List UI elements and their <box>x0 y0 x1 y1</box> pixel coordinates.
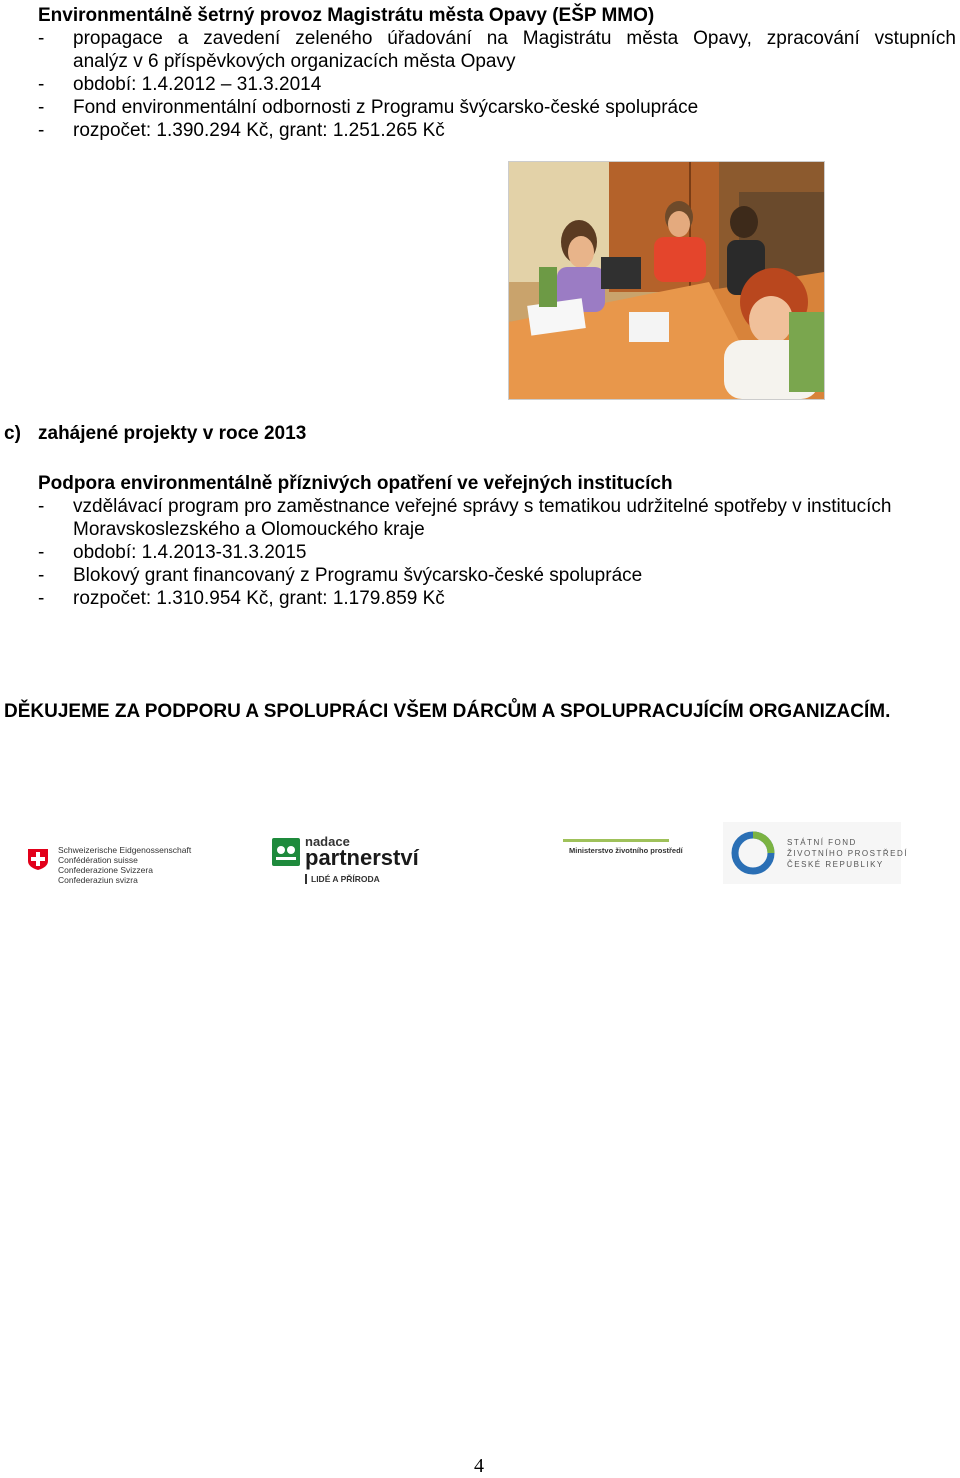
bullet-dash: - <box>38 496 45 517</box>
section-heading: zahájené projekty v roce 2013 <box>38 423 307 444</box>
sfzp-line: ŽIVOTNÍHO PROSTŘEDÍ <box>787 849 908 858</box>
bullet-dash: - <box>38 97 45 118</box>
bullet-dash: - <box>38 542 45 563</box>
bullet-text: rozpočet: 1.310.954 Kč, grant: 1.179.859 Kč <box>73 588 445 609</box>
bullet-dash: - <box>38 28 45 49</box>
meeting-photo <box>508 161 825 400</box>
swiss-line: Schweizerische Eidgenossenschaft <box>58 845 192 855</box>
bullet-dash: - <box>38 565 45 586</box>
bullet-text: propagace a zavedení zeleného úřadování na Magistrátu města Opavy, zpracování vstupních <box>73 28 956 49</box>
project1-title: Environmentálně šetrný provoz Magistrátu města Opavy (EŠP MMO) <box>38 5 655 26</box>
swiss-line: Confédération suisse <box>58 855 138 865</box>
page-number: 4 <box>474 1455 484 1477</box>
thanks-text: DĚKUJEME ZA PODPORU A SPOLUPRÁCI VŠEM DÁRCŮM A SPOLUPRACUJÍCÍM ORGANIZACÍM. <box>4 701 891 722</box>
bullet-text: období: 1.4.2013-31.3.2015 <box>73 542 307 563</box>
bullet-text: období: 1.4.2012 – 31.3.2014 <box>73 74 322 95</box>
bullet-text: vzdělávací program pro zaměstnance veřejné správy s tematikou udržitelné spotřeby v institucích <box>73 496 892 517</box>
bullet-text: Moravskoslezského a Olomouckého kraje <box>73 519 425 540</box>
nadace-top-text: nadace <box>305 834 350 849</box>
ministerstvo-zp-logo <box>563 839 683 861</box>
nadace-partnerstvi-logo <box>272 834 437 889</box>
bullet-text: rozpočet: 1.390.294 Kč, grant: 1.251.265 Kč <box>73 120 445 141</box>
nadace-emblem-icon <box>272 838 300 866</box>
bullet-dash: - <box>38 588 45 609</box>
swiss-line: Confederazione Svizzera <box>58 865 153 875</box>
bullet-text: analýz v 6 příspěvkových organizacích města Opavy <box>73 51 516 72</box>
swiss-confederation-logo <box>26 843 196 891</box>
bullet-text: Fond environmentální odbornosti z Programu švýcarsko-české spolupráce <box>73 97 699 118</box>
bullet-text: Blokový grant financovaný z Programu švýcarsko-české spolupráce <box>73 565 643 586</box>
swiss-cross-icon <box>26 847 50 871</box>
swiss-line: Confederaziun svizra <box>58 875 138 885</box>
ministerstvo-bar <box>563 839 669 842</box>
section-label: c) <box>4 423 21 444</box>
sfzp-line: STÁTNÍ FOND <box>787 838 857 847</box>
nadace-main-text: partnerství <box>305 845 419 870</box>
nadace-sub-text: LIDÉ A PŘÍRODA <box>305 874 380 884</box>
project2-title: Podpora environmentálně příznivých opatření ve veřejných institucích <box>38 473 673 494</box>
ministerstvo-text: Ministerstvo životního prostředí <box>569 846 683 855</box>
sfzp-logo <box>723 822 908 884</box>
sfzp-line: ČESKÉ REPUBLIKY <box>787 860 884 869</box>
sfzp-emblem-icon <box>731 831 775 875</box>
bullet-dash: - <box>38 120 45 141</box>
bullet-dash: - <box>38 74 45 95</box>
